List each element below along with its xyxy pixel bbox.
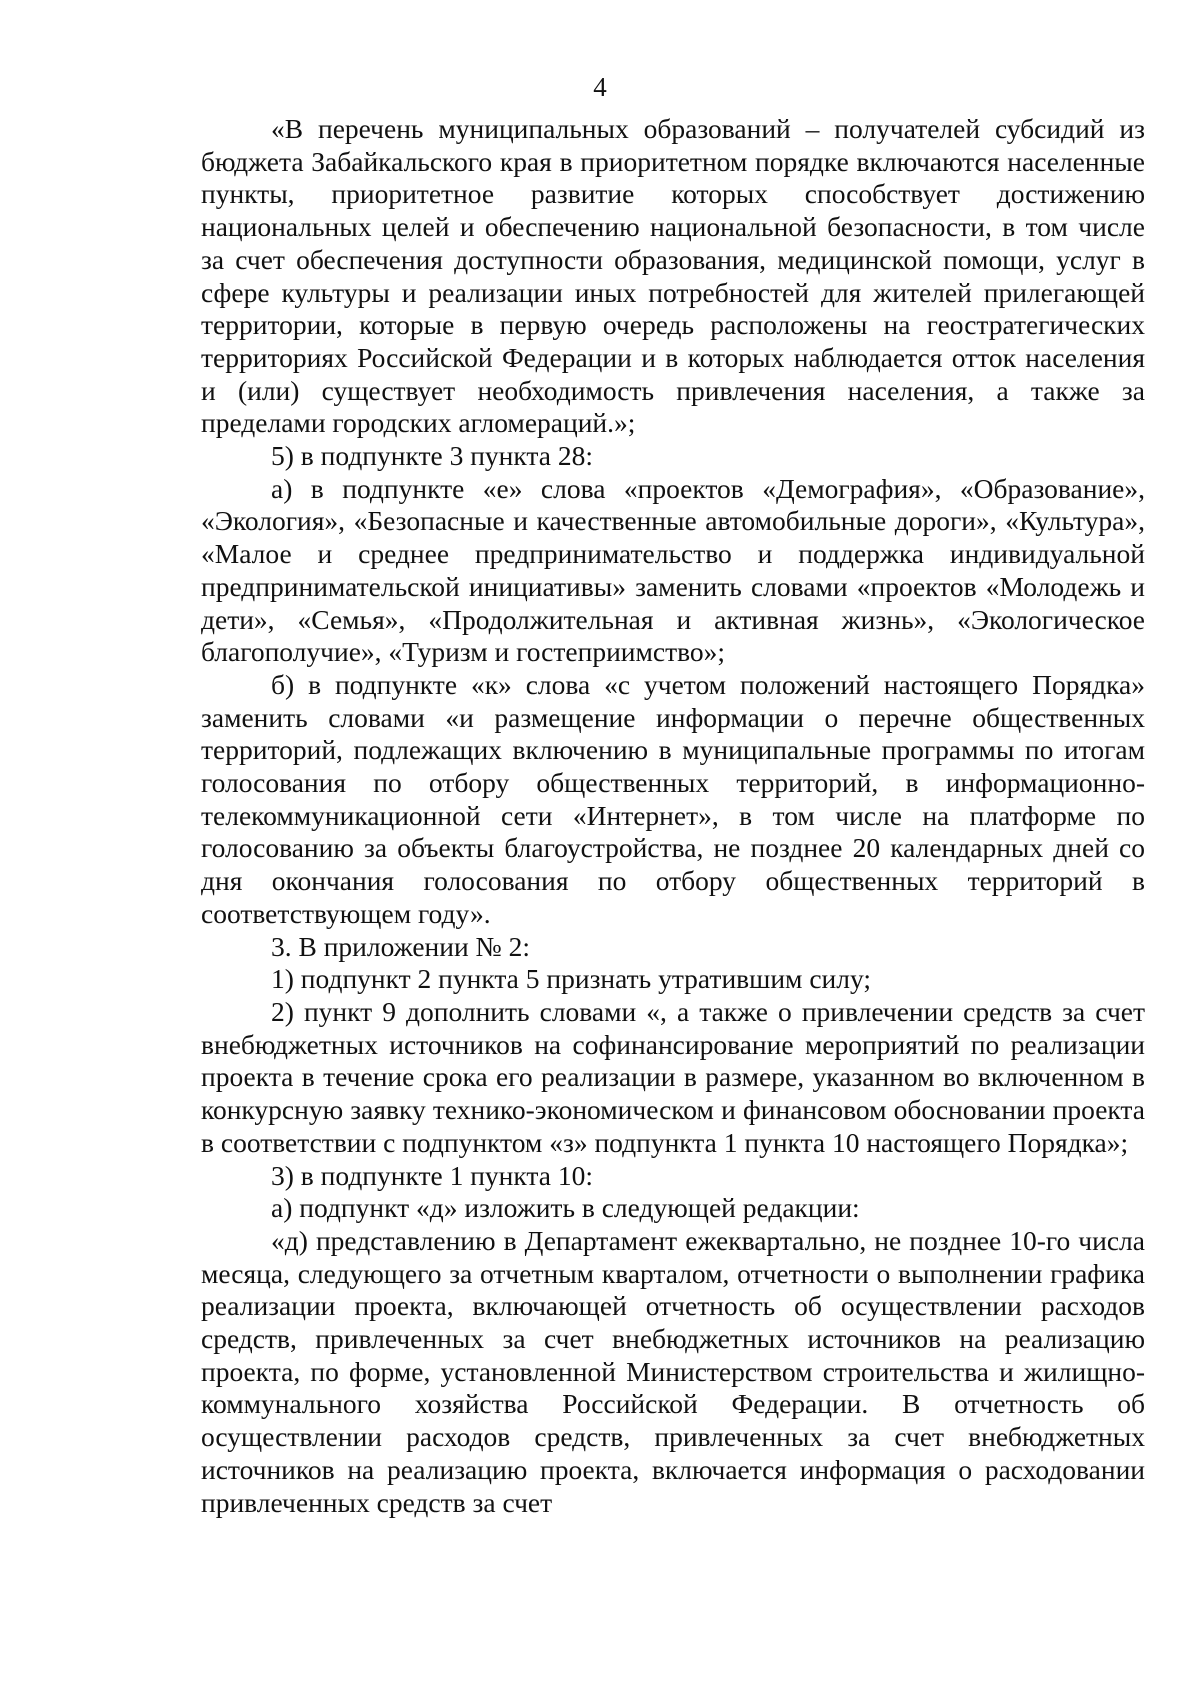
paragraph-item-1: 1) подпункт 2 пункта 5 признать утратившим силу;	[271, 963, 871, 995]
paragraph-item-5a: а) в подпункте «е» слова «проектов «Демография», «Образование», «Экология», «Безопасные и качественные автомобильные дороги», «Культура», «Малое и среднее предпринимательство и поддержка индивидуальной предпринимательской инициативы» заменить словами «проектов «Молодежь и дети», «Семья», «Продолжительная и активная жизнь», «Экологическое благополучие», «Туризм и гостеприимство»;	[201, 472, 1145, 668]
paragraph-subitem-d: «д) представлению в Департамент ежеквартально, не позднее 10-го числа месяца, следующего за отчетным кварталом, отчетности о выполнении графика реализации проекта, включающей отчетность об осуществлении расходов средств, привлеченных за счет внебюджетных источников на реализацию проекта, по форме, установленной Министерством строительства и жилищно-коммунального хозяйства Российской Федерации. В отчетность об осуществлении расходов средств, привлеченных за счет внебюджетных источников на реализацию проекта, включается информация о расходовании привлеченных средств за счет	[201, 1224, 1145, 1518]
paragraph-item-5: 5) в подпункте 3 пункта 28:	[271, 440, 593, 472]
paragraph-list-of-municipalities: «В перечень муниципальных образований – получателей субсидий из бюджета Забайкальского края в приоритетном порядке включаются населенные пункты, приоритетное развитие которых способствует достижению национальных целей и обеспечению национальной безопасности, в том числе за счет обеспечения доступности образования, медицинской помощи, услуг в сфере культуры и реализации иных потребностей для жителей прилегающей территории, которые в первую очередь расположены на геостратегических территориях Российской Федерации и в которых наблюдается отток населения и (или) существует необходимость привлечения населения, а также за пределами городских агломераций.»;	[201, 113, 1145, 439]
paragraph-item-2: 2) пункт 9 дополнить словами «, а также о привлечении средств за счет внебюджетных источников на софинансирование мероприятий по реализации проекта в течение срока его реализации в размере, указанном во включенном в конкурсную заявку технико-экономическом и финансовом обосновании проекта в соответствии с подпунктом «з» подпункта 1 пункта 10 настоящего Порядка»;	[201, 995, 1145, 1158]
paragraph-item-5b: б) в подпункте «к» слова «с учетом положений настоящего Порядка» заменить словами «и размещение информации о перечне общественных территорий, подлежащих включению в муниципальные программы по итогам голосования по отбору общественных территорий, в информационно-телекоммуникационной сети «Интернет», в том числе на платформе по голосованию за объекты благоустройства, не позднее 20 календарных дней со дня окончания голосования по отбору общественных территорий в соответствующем году».	[201, 668, 1145, 929]
page-number: 4	[593, 72, 607, 102]
paragraph-item-3a: а) подпункт «д» изложить в следующей редакции:	[271, 1192, 860, 1224]
paragraph-section-3: 3. В приложении № 2:	[271, 930, 531, 962]
document-body	[201, 113, 1145, 1519]
paragraph-item-3: 3) в подпункте 1 пункта 10:	[271, 1159, 593, 1191]
